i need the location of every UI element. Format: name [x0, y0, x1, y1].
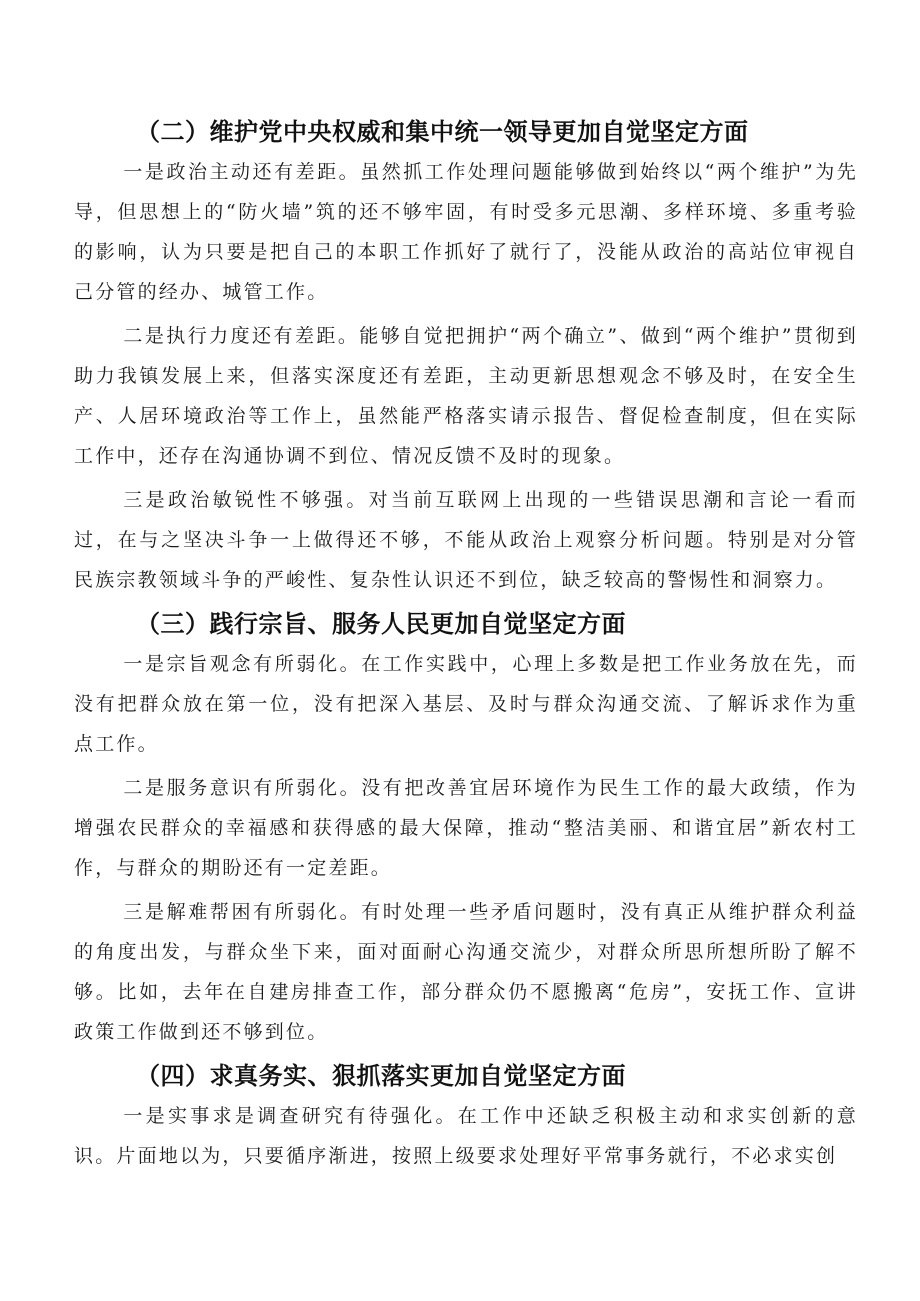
paragraph: 三是政治敏锐性不够强。对当前互联网上出现的一些错误思潮和言论一看而过，在与之坚决斗争一上做得还不够，不能从政治上观察分析问题。特别是对分管民族宗教领域斗争的严峻性、复杂性认识还不到位，缺乏较高的警惕性和洞察力。	[74, 489, 858, 591]
paragraph: 二是执行力度还有差距。能够自觉把拥护“两个确立”、做到“两个维护”贯彻到助力我镇发展上来，但落实深度还有差距，主动更新思想观念不够及时，在安全生产、人居环境政治等工作上，虽然能严格落实请示报告、督促检查制度，但在实际工作中，还存在沟通协调不到位、情况反馈不及时的现象。	[74, 325, 858, 467]
paragraph: 二是服务意识有所弱化。没有把改善宜居环境作为民生工作的最大政绩，作为增强农民群众的幸福感和获得感的最大保障，推动“整洁美丽、和谐宜居”新农村工作，与群众的期盼还有一定差距。	[74, 777, 858, 879]
section-4	[74, 1056, 858, 1176]
section-heading: （三）践行宗旨、服务人民更加自觉坚定方面	[136, 610, 626, 638]
paragraph: 一是政治主动还有差距。虽然抓工作处理问题能够做到始终以“两个维护”为先导，但思想上的“防火墙”筑的还不够牢固，有时受多元思潮、多样环境、多重考验的影响，认为只要是把自己的本职工作抓好了就行了，没能从政治的高站位审视自己分管的经办、城管工作。	[74, 161, 858, 303]
paragraph: 一是宗旨观念有所弱化。在工作实践中，心理上多数是把工作业务放在先，而没有把群众放在第一位，没有把深入基层、及时与群众沟通交流、了解诉求作为重点工作。	[74, 653, 858, 755]
section-heading: （四）求真务实、狠抓落实更加自觉坚定方面	[136, 1062, 626, 1090]
section-3	[74, 604, 858, 1052]
section-heading: （二）维护党中央权威和集中统一领导更加自觉坚定方面	[136, 118, 749, 146]
section-2	[74, 112, 858, 600]
paragraph: 三是解难帮困有所弱化。有时处理一些矛盾问题时，没有真正从维护群众利益的角度出发，与群众坐下来，面对面耐心沟通交流少，对群众所思所想所盼了解不够。比如，去年在自建房排查工作，部分群众仍不愿搬离“危房”，安抚工作、宣讲政策工作做到还不够到位。	[74, 901, 858, 1043]
paragraph: 一是实事求是调查研究有待强化。在工作中还缺乏积极主动和求实创新的意识。片面地以为，只要循序渐进，按照上级要求处理好平常事务就行，不必求实创	[74, 1105, 858, 1167]
document-body	[74, 112, 858, 1180]
